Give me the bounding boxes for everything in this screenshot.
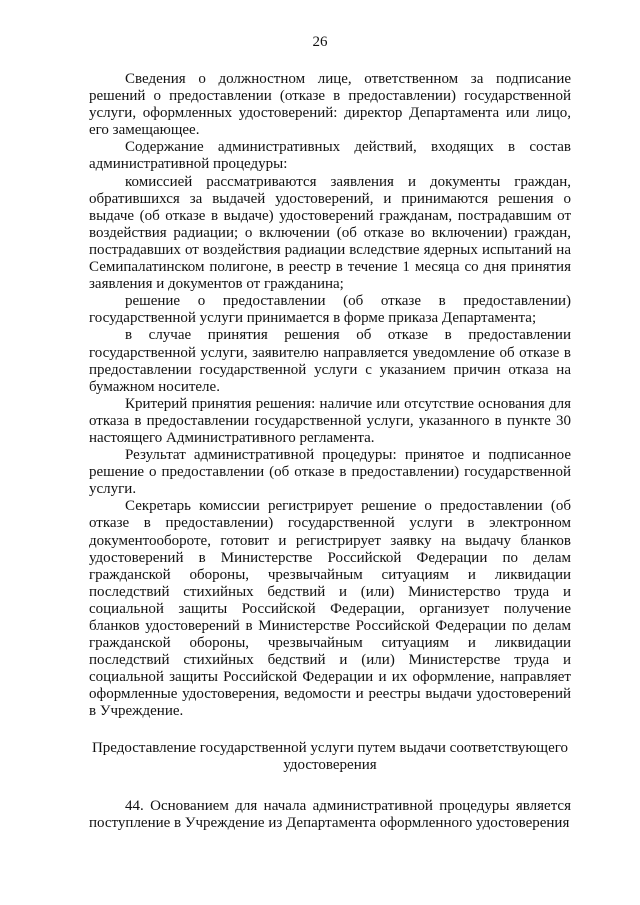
paragraph-decision-criterion: Критерий принятия решения: наличие или отсутствие основания для отказа в предоставлении государственной услуги, указанного в пункте 30 настоящего Административного регламента. (89, 395, 571, 446)
paragraph-refusal-notice: в случае принятия решения об отказе в предоставлении государственной услуги, заявителю направляется уведомление об отказе в предоставлении государственной услуги с указанием причин отказа на бумажном носителе. (89, 327, 571, 395)
body-text (89, 71, 571, 832)
paragraph-44: 44. Основанием для начала административной процедуры является поступление в Учреждение из Департамента оформленного удостоверения (89, 797, 571, 831)
paragraph-procedure-result: Результат административной процедуры: принятое и подписанное решение о предоставлении (об отказе в предоставлении) государственной услуги. (89, 447, 571, 498)
page-number: 26 (312, 34, 328, 50)
paragraph-decision-form: решение о предоставлении (об отказе в предоставлении) государственной услуги принимается в форме приказа Департамента; (89, 293, 571, 327)
paragraph-commission-review: комиссией рассматриваются заявления и документы граждан, обратившихся за выдачей удостоверений, и принимаются решения о выдаче (об отказе в выдаче) удостоверений гражданам, пострадавшим от воздействия радиации; о включении (об отказе во включении) граждан, пострадавших от воздействия радиации вследствие ядерных испытаний на Семипалатинском полигоне, в реестр в течение 1 месяца со дня принятия заявления и документов от гражданина; (89, 173, 571, 293)
section-heading: Предоставление государственной услуги путем выдачи соответствующего удостоверения (91, 739, 569, 773)
paragraph-actions-intro: Содержание административных действий, входящих в состав административной процедуры: (89, 139, 571, 173)
paragraph-responsible-official: Сведения о должностном лице, ответственном за подписание решений о предоставлении (отказе в предоставлении) государственной услуги, оформленных удостоверений: директор Департамента или лицо, его замещающее. (89, 71, 571, 139)
paragraph-secretary-duties: Секретарь комиссии регистрирует решение о предоставлении (об отказе в предоставлении) государственной услуги в электронном документообороте, готовит и регистрирует заявку на выдачу бланков удостоверений в Министерстве Российской Федерации по делам гражданской обороны, чрезвычайным ситуациям и ликвидации последствий стихийных бедствий и (или) Министерство труда и социальной защиты Российской Федерации, организует получение бланков удостоверений в Министерстве Российской Федерации по делам гражданской обороны, чрезвычайным ситуациям и ликвидации последствий стихийных бедствий и (или) Министерстве труда и социальной защиты Российской Федерации и их оформление, направляет оформленные удостоверения, ведомости и реестры выдачи удостоверений в Учреждение. (89, 498, 571, 720)
